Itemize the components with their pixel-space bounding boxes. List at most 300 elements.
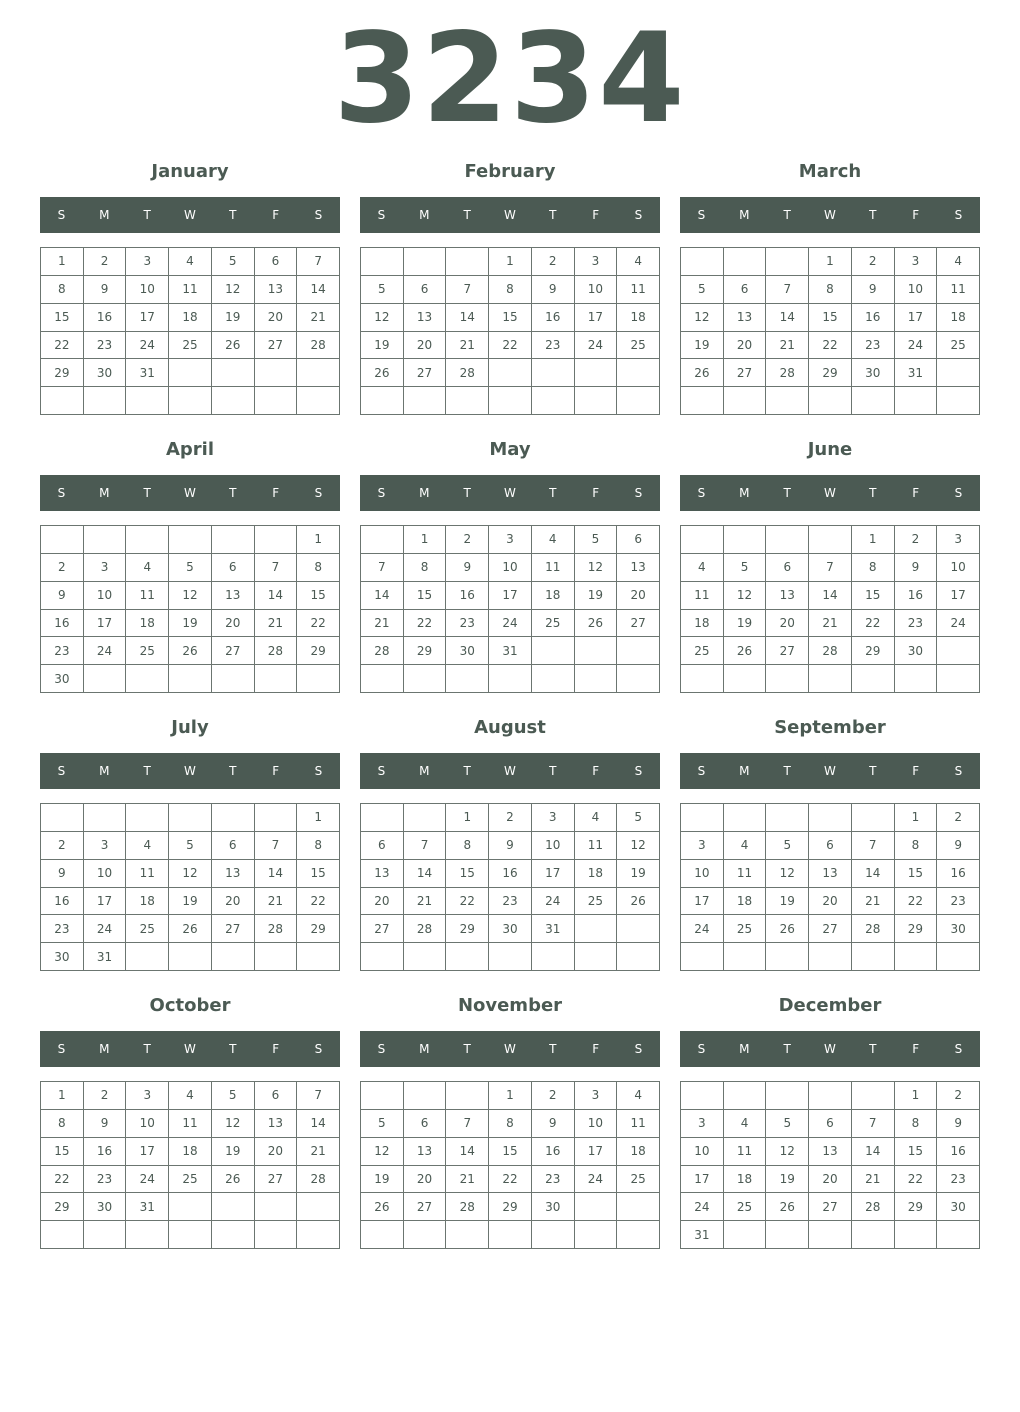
day-cell: 4 <box>681 554 724 582</box>
weekday-label: F <box>912 764 920 778</box>
day-grid <box>40 1081 340 1249</box>
day-cell: 13 <box>255 276 298 304</box>
day-cell: 19 <box>766 1166 809 1194</box>
empty-cell <box>681 248 724 276</box>
day-cell: 23 <box>41 637 84 665</box>
month-name: September <box>774 717 886 738</box>
weekday-label: M <box>739 208 750 222</box>
day-cell: 30 <box>84 1193 127 1221</box>
day-cell: 30 <box>895 637 938 665</box>
empty-cell <box>617 943 660 971</box>
day-cell: 22 <box>41 1166 84 1194</box>
empty-cell <box>169 665 212 693</box>
day-cell: 15 <box>446 860 489 888</box>
day-cell: 22 <box>297 610 340 638</box>
empty-cell <box>446 1221 489 1249</box>
day-cell: 3 <box>937 526 980 554</box>
day-cell: 2 <box>84 1082 127 1110</box>
day-grid <box>680 525 980 693</box>
empty-cell <box>809 943 852 971</box>
day-cell: 6 <box>255 1082 298 1110</box>
day-cell: 24 <box>575 332 618 360</box>
day-cell: 13 <box>617 554 660 582</box>
day-cell: 14 <box>255 582 298 610</box>
day-cell: 16 <box>489 860 532 888</box>
empty-cell <box>681 804 724 832</box>
empty-cell <box>895 1221 938 1249</box>
day-cell: 12 <box>212 1110 255 1138</box>
weekday-label: F <box>272 1042 280 1056</box>
empty-cell <box>212 804 255 832</box>
day-cell: 24 <box>489 610 532 638</box>
day-cell: 25 <box>169 332 212 360</box>
empty-cell <box>766 248 809 276</box>
day-cell: 8 <box>404 554 447 582</box>
weekday-label: T <box>549 764 557 778</box>
day-cell: 13 <box>212 860 255 888</box>
day-cell: 24 <box>84 637 127 665</box>
empty-cell <box>724 804 767 832</box>
weekday-label: T <box>463 208 471 222</box>
month-name: April <box>165 439 215 460</box>
day-grid <box>680 247 980 415</box>
day-cell: 31 <box>532 915 575 943</box>
day-cell: 26 <box>766 1193 809 1221</box>
day-cell: 20 <box>617 582 660 610</box>
empty-cell <box>255 804 298 832</box>
day-cell: 20 <box>809 888 852 916</box>
day-cell: 26 <box>169 915 212 943</box>
day-cell: 21 <box>361 610 404 638</box>
day-cell: 1 <box>446 804 489 832</box>
day-cell: 23 <box>937 888 980 916</box>
empty-cell <box>681 387 724 415</box>
day-cell: 18 <box>126 888 169 916</box>
day-cell: 11 <box>681 582 724 610</box>
empty-cell <box>446 943 489 971</box>
empty-cell <box>297 387 340 415</box>
day-cell: 1 <box>895 804 938 832</box>
empty-cell <box>404 665 447 693</box>
day-cell: 26 <box>681 359 724 387</box>
day-cell: 18 <box>617 1138 660 1166</box>
day-cell: 22 <box>446 888 489 916</box>
weekday-label: M <box>739 764 750 778</box>
day-cell: 2 <box>532 248 575 276</box>
day-cell: 27 <box>255 1166 298 1194</box>
day-cell: 14 <box>297 276 340 304</box>
month-name: December <box>778 995 882 1016</box>
day-cell: 3 <box>84 554 127 582</box>
day-cell: 29 <box>41 1193 84 1221</box>
day-cell: 27 <box>617 610 660 638</box>
month-name: November <box>457 995 563 1016</box>
day-cell: 20 <box>766 610 809 638</box>
weekday-label: S <box>954 1042 963 1056</box>
empty-cell <box>297 943 340 971</box>
empty-cell <box>809 665 852 693</box>
weekday-label: W <box>184 1042 196 1056</box>
day-cell: 13 <box>404 1138 447 1166</box>
day-cell: 26 <box>212 332 255 360</box>
empty-cell <box>852 665 895 693</box>
empty-cell <box>84 804 127 832</box>
empty-cell <box>532 665 575 693</box>
day-cell: 16 <box>84 304 127 332</box>
day-cell: 18 <box>681 610 724 638</box>
day-cell: 17 <box>575 304 618 332</box>
day-cell: 25 <box>126 637 169 665</box>
weekday-label: M <box>419 208 430 222</box>
day-cell: 6 <box>255 248 298 276</box>
day-cell: 6 <box>766 554 809 582</box>
empty-cell <box>809 1221 852 1249</box>
month-name: March <box>798 161 862 182</box>
empty-cell <box>255 1221 298 1249</box>
weekday-header <box>360 475 660 511</box>
day-cell: 28 <box>361 637 404 665</box>
day-cell: 6 <box>212 832 255 860</box>
day-cell: 3 <box>681 832 724 860</box>
empty-cell <box>169 804 212 832</box>
empty-cell <box>84 1221 127 1249</box>
day-cell: 2 <box>489 804 532 832</box>
day-cell: 20 <box>212 610 255 638</box>
day-cell: 16 <box>446 582 489 610</box>
day-cell: 14 <box>766 304 809 332</box>
day-cell: 26 <box>617 888 660 916</box>
day-cell: 13 <box>212 582 255 610</box>
day-cell: 17 <box>681 1166 724 1194</box>
day-cell: 27 <box>404 359 447 387</box>
day-cell: 22 <box>404 610 447 638</box>
day-cell: 2 <box>84 248 127 276</box>
day-cell: 20 <box>255 1138 298 1166</box>
day-cell: 16 <box>532 1138 575 1166</box>
weekday-label: F <box>592 208 600 222</box>
empty-cell <box>724 1221 767 1249</box>
weekday-label: S <box>697 486 706 500</box>
empty-cell <box>724 387 767 415</box>
day-cell: 18 <box>126 610 169 638</box>
weekday-label: F <box>592 486 600 500</box>
day-cell: 31 <box>489 637 532 665</box>
day-cell: 23 <box>532 332 575 360</box>
empty-cell <box>169 387 212 415</box>
empty-cell <box>404 1082 447 1110</box>
empty-cell <box>361 526 404 554</box>
day-cell: 9 <box>852 276 895 304</box>
day-cell: 18 <box>169 304 212 332</box>
day-cell: 6 <box>404 1110 447 1138</box>
empty-cell <box>361 1221 404 1249</box>
empty-cell <box>126 526 169 554</box>
day-cell: 20 <box>809 1166 852 1194</box>
empty-cell <box>681 526 724 554</box>
empty-cell <box>532 1221 575 1249</box>
day-cell: 29 <box>446 915 489 943</box>
empty-cell <box>361 943 404 971</box>
day-cell: 25 <box>126 915 169 943</box>
empty-cell <box>937 387 980 415</box>
empty-cell <box>126 387 169 415</box>
empty-cell <box>169 526 212 554</box>
day-cell: 23 <box>41 915 84 943</box>
weekday-label: S <box>314 208 323 222</box>
day-cell: 9 <box>41 582 84 610</box>
day-cell: 8 <box>489 1110 532 1138</box>
month-name: August <box>474 717 546 738</box>
empty-cell <box>809 1082 852 1110</box>
day-cell: 28 <box>852 1193 895 1221</box>
day-cell: 5 <box>766 832 809 860</box>
weekday-label: W <box>504 1042 516 1056</box>
weekday-label: F <box>592 1042 600 1056</box>
day-cell: 28 <box>809 637 852 665</box>
weekday-label: W <box>824 486 836 500</box>
day-cell: 21 <box>404 888 447 916</box>
empty-cell <box>617 1193 660 1221</box>
empty-cell <box>297 665 340 693</box>
day-cell: 27 <box>404 1193 447 1221</box>
day-cell: 12 <box>169 860 212 888</box>
day-cell: 23 <box>937 1166 980 1194</box>
day-cell: 11 <box>126 582 169 610</box>
day-cell: 29 <box>297 637 340 665</box>
weekday-header <box>360 197 660 233</box>
day-cell: 13 <box>361 860 404 888</box>
weekday-label: T <box>229 208 237 222</box>
day-cell: 1 <box>404 526 447 554</box>
day-cell: 28 <box>446 359 489 387</box>
day-cell: 28 <box>404 915 447 943</box>
day-cell: 5 <box>169 832 212 860</box>
day-cell: 9 <box>489 832 532 860</box>
day-cell: 1 <box>489 1082 532 1110</box>
day-cell: 6 <box>361 832 404 860</box>
empty-cell <box>361 248 404 276</box>
day-cell: 19 <box>766 888 809 916</box>
day-cell: 6 <box>724 276 767 304</box>
day-cell: 6 <box>617 526 660 554</box>
day-cell: 5 <box>575 526 618 554</box>
day-cell: 25 <box>617 332 660 360</box>
day-cell: 3 <box>532 804 575 832</box>
day-cell: 15 <box>809 304 852 332</box>
weekday-header <box>360 753 660 789</box>
month-name: July <box>171 717 209 738</box>
day-cell: 27 <box>724 359 767 387</box>
empty-cell <box>489 943 532 971</box>
empty-cell <box>41 1221 84 1249</box>
day-cell: 4 <box>937 248 980 276</box>
empty-cell <box>126 1221 169 1249</box>
day-cell: 19 <box>617 860 660 888</box>
empty-cell <box>446 665 489 693</box>
empty-cell <box>361 387 404 415</box>
day-cell: 9 <box>446 554 489 582</box>
day-cell: 26 <box>575 610 618 638</box>
day-cell: 19 <box>724 610 767 638</box>
day-cell: 10 <box>532 832 575 860</box>
day-cell: 4 <box>169 1082 212 1110</box>
day-cell: 17 <box>126 304 169 332</box>
empty-cell <box>404 1221 447 1249</box>
weekday-label: S <box>634 764 643 778</box>
day-cell: 31 <box>126 359 169 387</box>
day-cell: 22 <box>489 332 532 360</box>
weekday-label: M <box>99 486 110 500</box>
day-cell: 30 <box>84 359 127 387</box>
day-grid <box>40 803 340 971</box>
day-cell: 23 <box>84 1166 127 1194</box>
day-cell: 11 <box>575 832 618 860</box>
day-cell: 18 <box>937 304 980 332</box>
day-cell: 8 <box>895 832 938 860</box>
empty-cell <box>766 387 809 415</box>
day-cell: 5 <box>212 248 255 276</box>
day-cell: 29 <box>895 915 938 943</box>
day-cell: 15 <box>895 1138 938 1166</box>
day-grid <box>680 1081 980 1249</box>
weekday-header <box>40 475 340 511</box>
empty-cell <box>404 943 447 971</box>
day-cell: 27 <box>766 637 809 665</box>
empty-cell <box>681 665 724 693</box>
empty-cell <box>489 387 532 415</box>
weekday-label: T <box>869 486 877 500</box>
weekday-label: M <box>99 1042 110 1056</box>
day-cell: 19 <box>169 610 212 638</box>
day-cell: 15 <box>41 1138 84 1166</box>
day-cell: 28 <box>852 915 895 943</box>
empty-cell <box>446 387 489 415</box>
day-cell: 19 <box>361 1166 404 1194</box>
day-cell: 11 <box>724 1138 767 1166</box>
day-cell: 21 <box>297 304 340 332</box>
month-name: June <box>807 439 853 460</box>
empty-cell <box>212 943 255 971</box>
day-cell: 24 <box>126 1166 169 1194</box>
weekday-label: S <box>57 208 66 222</box>
weekday-label: T <box>869 208 877 222</box>
day-cell: 2 <box>446 526 489 554</box>
day-cell: 9 <box>937 832 980 860</box>
weekday-label: S <box>377 208 386 222</box>
day-cell: 23 <box>532 1166 575 1194</box>
empty-cell <box>575 943 618 971</box>
month-name: October <box>149 995 231 1016</box>
day-cell: 29 <box>404 637 447 665</box>
day-cell: 16 <box>937 1138 980 1166</box>
day-cell: 20 <box>361 888 404 916</box>
day-cell: 8 <box>297 832 340 860</box>
empty-cell <box>575 387 618 415</box>
day-cell: 13 <box>724 304 767 332</box>
empty-cell <box>617 665 660 693</box>
day-cell: 16 <box>937 860 980 888</box>
day-cell: 30 <box>489 915 532 943</box>
day-grid <box>680 803 980 971</box>
day-cell: 28 <box>446 1193 489 1221</box>
empty-cell <box>852 804 895 832</box>
day-cell: 8 <box>41 1110 84 1138</box>
day-cell: 21 <box>446 332 489 360</box>
day-cell: 23 <box>852 332 895 360</box>
weekday-label: T <box>463 764 471 778</box>
day-cell: 3 <box>489 526 532 554</box>
empty-cell <box>575 665 618 693</box>
day-cell: 13 <box>255 1110 298 1138</box>
day-cell: 3 <box>575 248 618 276</box>
day-cell: 10 <box>937 554 980 582</box>
day-cell: 26 <box>361 359 404 387</box>
day-cell: 16 <box>41 610 84 638</box>
weekday-label: T <box>549 1042 557 1056</box>
day-cell: 22 <box>489 1166 532 1194</box>
day-cell: 25 <box>575 888 618 916</box>
day-cell: 29 <box>297 915 340 943</box>
day-cell: 19 <box>169 888 212 916</box>
day-cell: 18 <box>617 304 660 332</box>
day-cell: 25 <box>681 637 724 665</box>
day-cell: 1 <box>41 248 84 276</box>
weekday-label: T <box>549 486 557 500</box>
day-cell: 17 <box>895 304 938 332</box>
day-cell: 19 <box>681 332 724 360</box>
day-cell: 14 <box>446 304 489 332</box>
day-cell: 15 <box>489 1138 532 1166</box>
weekday-label: T <box>229 1042 237 1056</box>
weekday-label: W <box>504 764 516 778</box>
empty-cell <box>681 943 724 971</box>
empty-cell <box>766 1082 809 1110</box>
day-cell: 20 <box>212 888 255 916</box>
weekday-header <box>680 475 980 511</box>
empty-cell <box>766 804 809 832</box>
day-cell: 25 <box>532 610 575 638</box>
day-cell: 8 <box>895 1110 938 1138</box>
empty-cell <box>404 248 447 276</box>
empty-cell <box>937 359 980 387</box>
weekday-label: S <box>314 1042 323 1056</box>
day-cell: 19 <box>212 304 255 332</box>
empty-cell <box>575 1193 618 1221</box>
day-cell: 24 <box>937 610 980 638</box>
day-cell: 13 <box>809 860 852 888</box>
weekday-label: T <box>143 208 151 222</box>
weekday-label: W <box>824 764 836 778</box>
day-cell: 1 <box>41 1082 84 1110</box>
day-cell: 5 <box>361 1110 404 1138</box>
empty-cell <box>404 804 447 832</box>
day-cell: 11 <box>169 1110 212 1138</box>
weekday-label: M <box>99 208 110 222</box>
weekday-label: M <box>739 486 750 500</box>
empty-cell <box>84 387 127 415</box>
day-cell: 15 <box>852 582 895 610</box>
empty-cell <box>126 804 169 832</box>
day-cell: 1 <box>895 1082 938 1110</box>
day-cell: 18 <box>532 582 575 610</box>
day-cell: 4 <box>724 1110 767 1138</box>
weekday-label: T <box>229 486 237 500</box>
day-cell: 27 <box>212 637 255 665</box>
day-cell: 30 <box>41 943 84 971</box>
weekday-label: T <box>869 764 877 778</box>
empty-cell <box>809 387 852 415</box>
day-cell: 7 <box>446 1110 489 1138</box>
